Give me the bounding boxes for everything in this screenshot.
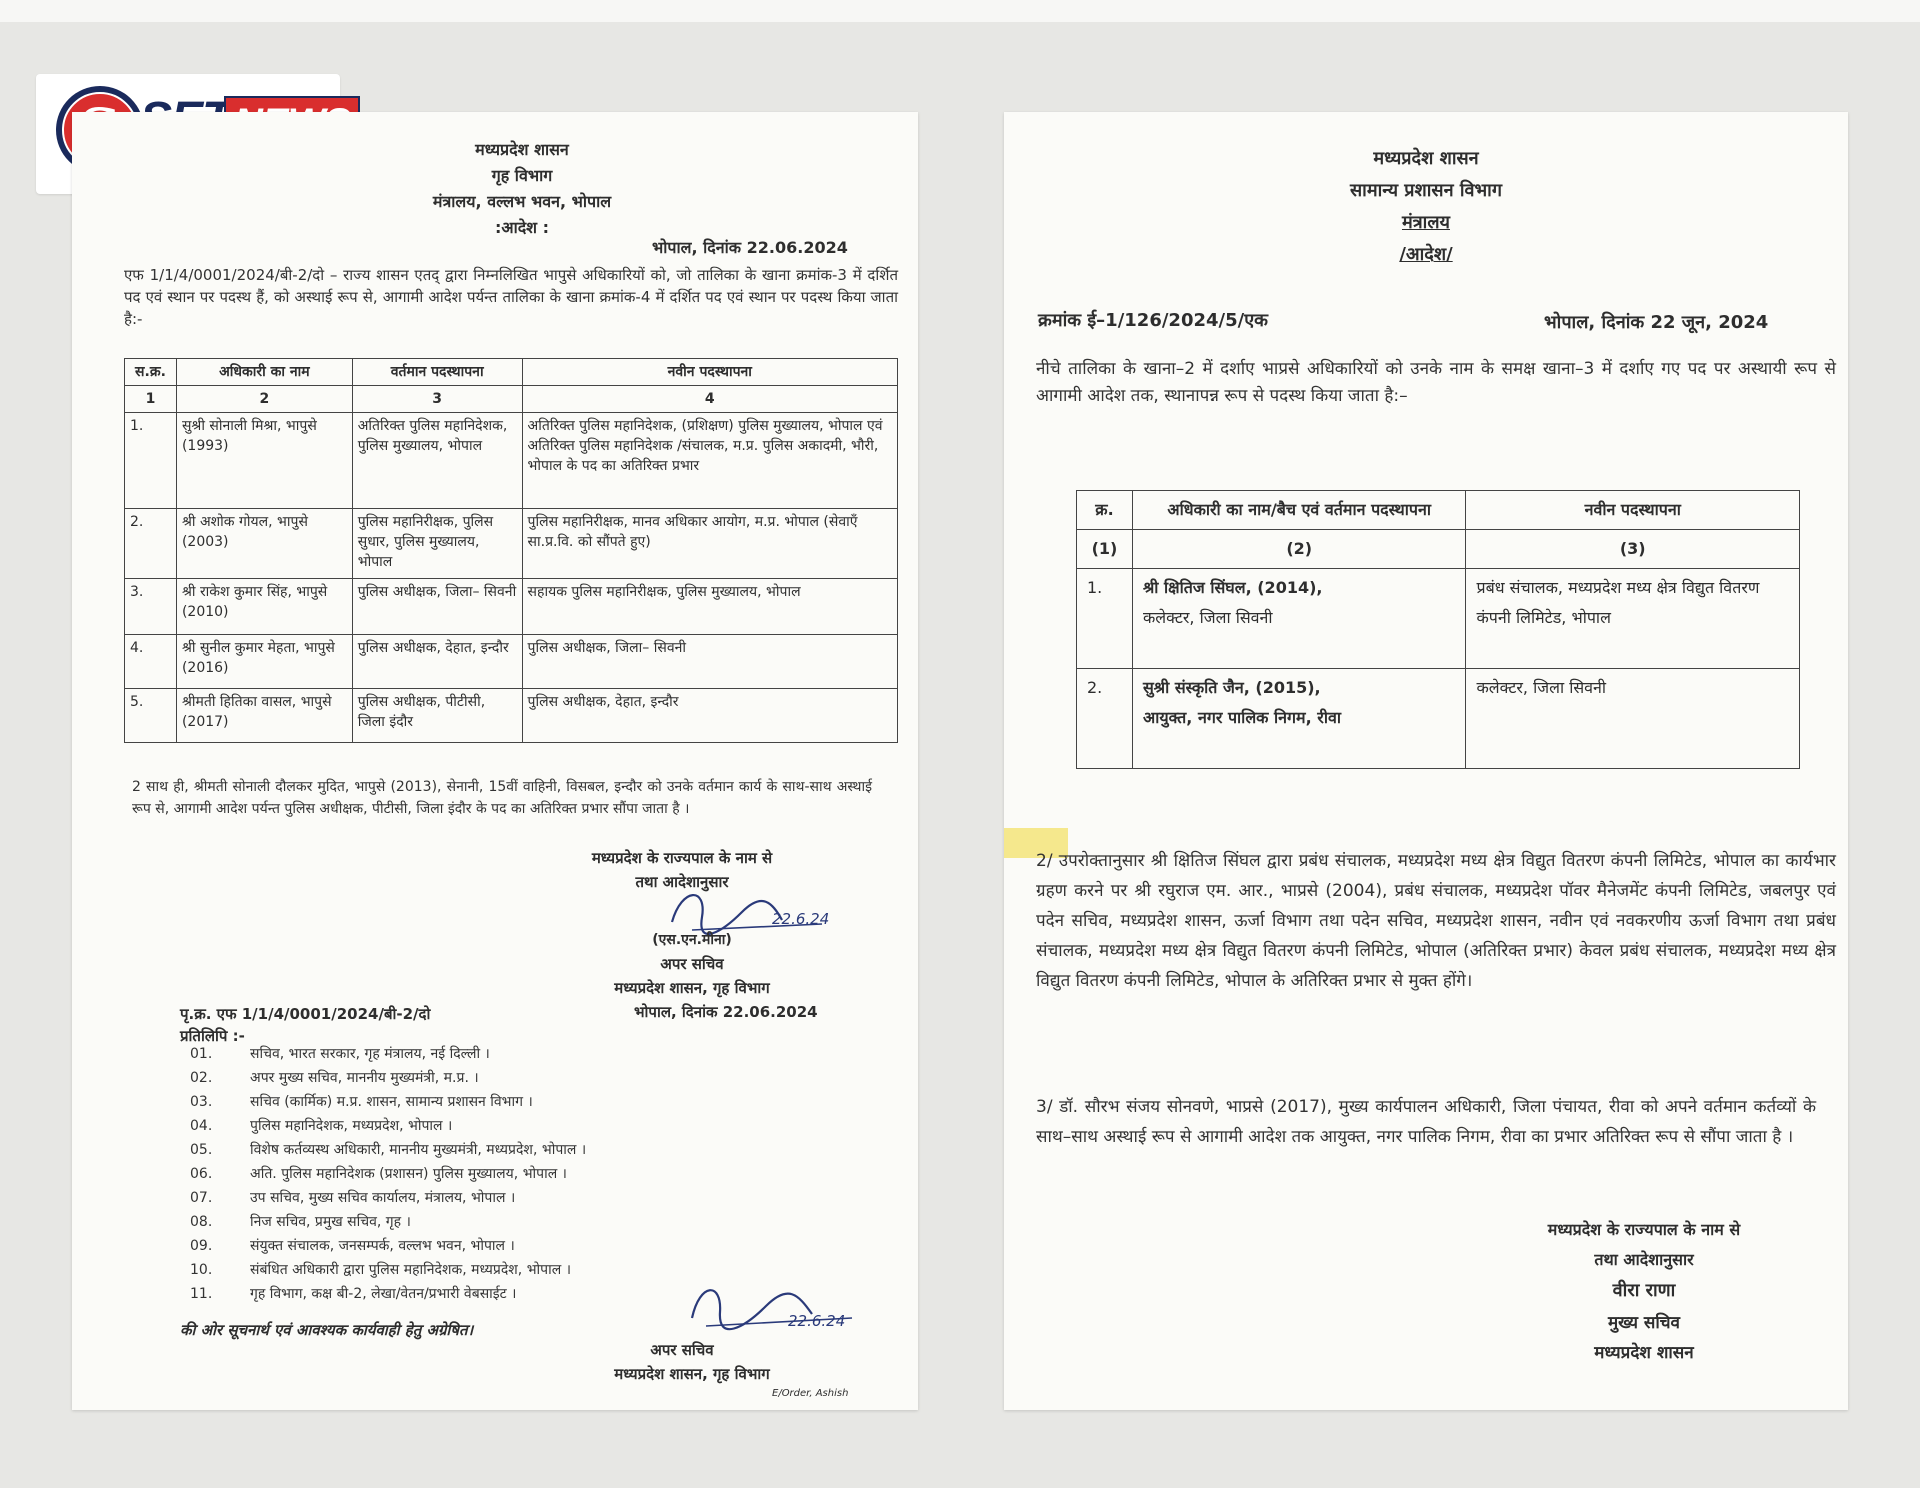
- row-officer-name: श्री राकेश कुमार सिंह, भापुसे (2010): [176, 579, 352, 635]
- row-officer-name: श्रीमती हितिका वासल, भापुसे (2017): [176, 689, 352, 743]
- left-copy-footer: की ओर सूचनार्थ एवं आवश्यक कार्यवाही हेतु अग्रेषित।: [180, 1321, 474, 1339]
- row-officer-name: श्री सुनील कुमार मेहता, भापुसे (2016): [176, 635, 352, 689]
- list-item: 07. उप सचिव, मुख्य सचिव कार्यालय, मंत्रालय, भोपाल ।: [190, 1190, 516, 1206]
- row-officer-name: सुश्री संस्कृति जैन, (2015),: [1142, 678, 1321, 697]
- col-header: नवीन पदस्थापना: [1466, 491, 1800, 530]
- table-row: [1077, 669, 1800, 769]
- col-header: क्र.: [1077, 491, 1133, 530]
- row-new-posting: प्रबंध संचालक, मध्यप्रदेश मध्य क्षेत्र विद्युत वितरण कंपनी लिमिटेड, भोपाल: [1466, 569, 1800, 669]
- row-officer: [1132, 569, 1466, 669]
- right-posting-table: [1076, 490, 1800, 769]
- row-current-posting: आयुक्त, नगर पालिक निगम, रीवा: [1142, 708, 1342, 727]
- table-header-row: [125, 359, 898, 386]
- table-row: [1077, 569, 1800, 669]
- row-current-posting: पुलिस महानिरीक्षक, पुलिस सुधार, पुलिस मुख्यालय, भोपाल: [352, 509, 522, 579]
- left-paragraph-2: 2 साथ ही, श्रीमती सोनाली दौलकर मुदित, भापुसे (2013), सेनानी, 15वीं वाहिनी, विसबल, इन्दौर को उनके वर्तमान कार्य के साथ-साथ अस्थाई रूप से, आगामी आदेश पर्यन्त पुलिस अधीक्षक, पीटीसी, जिला इंदौर के पद का अतिरिक्त प्रभार सौंपा जाता है ।: [132, 779, 872, 817]
- list-item: 05. विशेष कर्तव्यस्थ अधिकारी, माननीय मुख्यमंत्री, मध्यप्रदेश, भोपाल ।: [190, 1142, 587, 1158]
- left-sign-line-5: मध्यप्रदेश शासन, गृह विभाग: [614, 979, 770, 997]
- left-order-document: [72, 112, 918, 1410]
- left-copy-list: [190, 1042, 850, 1306]
- left-bottom-sign-line-1: अपर सचिव: [650, 1341, 714, 1359]
- right-paragraph-2: 2/ उपरोक्तानुसार श्री क्षितिज सिंघल द्वारा प्रबंध संचालक, मध्यप्रदेश मध्य क्षेत्र विद्युत वितरण कंपनी लिमिटेड, भोपाल का कार्यभार ग्रहण करने पर श्री रघुराज एम. आर., भाप्रसे (2004), प्रबंध संचालक, मध्यप्रदेश पॉवर मैनेजमेंट कंपनी लिमिटेड, जबलपुर एवं पदेन सचिव, मध्यप्रदेश शासन, ऊर्जा विभाग तथा पदेन सचिव, मध्यप्रदेश शासन, नवीन एवं नवकरणीय ऊर्जा विभाग तथा प्रबंध संचालक, मध्यप्रदेश मध्य क्षेत्र विद्युत वितरण कंपनी लिमिटेड, भोपाल (अतिरिक्त प्रभार) केवल प्रबंध संचालक, मध्यप्रदेश मध्य क्षेत्र विद्युत वितरण कंपनी लिमिटेड, भोपाल के अतिरिक्त प्रभार से मुक्त होंगे।: [1036, 851, 1836, 991]
- right-intro-paragraph: नीचे तालिका के खाना–2 में दर्शाए भाप्रसे अधिकारियों को उनके नाम के समक्ष खाना–3 में दर्शाए गए पद पर अस्थायी रूप से आगामी आदेश तक, स्थानापन्न रूप से पदस्थ किया जाता है:–: [1036, 359, 1836, 406]
- right-sign-line-1: मध्यप्रदेश के राज्यपाल के नाम से: [1547, 1220, 1741, 1239]
- list-item: 10. संबंधित अधिकारी द्वारा पुलिस महानिदेशक, मध्यप्रदेश, भोपाल ।: [190, 1262, 572, 1278]
- left-place-date: भोपाल, दिनांक 22.06.2024: [652, 238, 848, 257]
- row-officer: [1132, 669, 1466, 769]
- right-sign-line-2: तथा आदेशानुसार: [1594, 1250, 1694, 1269]
- left-header-line-1: मध्यप्रदेश शासन: [475, 140, 569, 159]
- right-sign-name: वीरा राणा: [1612, 1280, 1676, 1301]
- left-initials: E/Order, Ashish: [772, 1388, 849, 1399]
- list-item: 06. अति. पुलिस महानिदेशक (प्रशासन) पुलिस मुख्यालय, भोपाल ।: [190, 1166, 567, 1182]
- table-row: [125, 509, 898, 579]
- row-current-posting: पुलिस अधीक्षक, जिला– सिवनी: [352, 579, 522, 635]
- left-header-line-2: गृह विभाग: [491, 166, 553, 185]
- row-serial: 4.: [125, 635, 177, 689]
- right-order-document: [1004, 112, 1848, 1410]
- right-sign-department: मध्यप्रदेश शासन: [1594, 1343, 1694, 1363]
- left-bottom-sign-line-2: मध्यप्रदेश शासन, गृह विभाग: [614, 1365, 770, 1383]
- list-item: 02. अपर मुख्य सचिव, माननीय मुख्यमंत्री, म.प्र. ।: [190, 1070, 479, 1086]
- col-number: (2): [1132, 530, 1466, 569]
- col-header: अधिकारी का नाम: [176, 359, 352, 386]
- row-serial: 2.: [125, 509, 177, 579]
- table-number-row: [1077, 530, 1800, 569]
- right-order-number: क्रमांक ई–1/126/2024/5/एक: [1038, 310, 1268, 331]
- col-number: (1): [1077, 530, 1133, 569]
- row-serial: 3.: [125, 579, 177, 635]
- left-sign-line-2: तथा आदेशानुसार: [635, 873, 729, 891]
- top-band: [0, 0, 1920, 22]
- list-item: 09. संयुक्त संचालक, जनसम्पर्क, वल्लभ भवन, भोपाल ।: [190, 1238, 515, 1254]
- row-serial: 2.: [1077, 669, 1133, 769]
- left-endorse-number: पृ.क्र. एफ 1/1/4/0001/2024/बी-2/दो: [180, 1005, 431, 1023]
- list-item: 03. सचिव (कार्मिक) म.प्र. शासन, सामान्य प्रशासन विभाग ।: [190, 1094, 533, 1110]
- row-serial: 1.: [125, 413, 177, 509]
- left-header-title: :आदेश :: [494, 218, 550, 237]
- left-bottom-sign-date: 22.6.24: [788, 1312, 846, 1330]
- left-copy-label: प्रतिलिपि :-: [180, 1027, 245, 1045]
- col-number: 2: [176, 386, 352, 413]
- row-new-posting: अतिरिक्त पुलिस महानिदेशक, (प्रशिक्षण) पुलिस मुख्यालय, भोपाल एवं अतिरिक्त पुलिस महानिदेशक /संचालक, म.प्र. पुलिस अकादमी, भौरी, भोपाल के पद का अतिरिक्त प्रभार: [522, 413, 897, 509]
- right-header-line-2: सामान्य प्रशासन विभाग: [1350, 180, 1502, 201]
- right-header-line-1: मध्यप्रदेश शासन: [1373, 148, 1479, 169]
- right-header-title: /आदेश/: [1399, 244, 1453, 265]
- left-sign-line-4: अपर सचिव: [660, 955, 724, 973]
- row-current-posting: अतिरिक्त पुलिस महानिदेशक, पुलिस मुख्यालय, भोपाल: [352, 413, 522, 509]
- list-item: 04. पुलिस महानिदेशक, मध्यप्रदेश, भोपाल ।: [190, 1118, 453, 1134]
- col-number: 3: [352, 386, 522, 413]
- left-sign-line-3: (एस.एन.मीना): [652, 932, 732, 948]
- table-row: [125, 413, 898, 509]
- left-endorse-date: भोपाल, दिनांक 22.06.2024: [634, 1003, 818, 1021]
- row-new-posting: पुलिस अधीक्षक, देहात, इन्दौर: [522, 689, 897, 743]
- row-officer-name: श्री क्षितिज सिंघल, (2014),: [1142, 578, 1323, 597]
- list-item: 08. निज सचिव, प्रमुख सचिव, गृह ।: [190, 1214, 411, 1230]
- right-paragraph-3: 3/ डॉ. सौरभ संजय सोनवणे, भाप्रसे (2017), मुख्य कार्यपालन अधिकारी, जिला पंचायत, रीवा को अपने वर्तमान कर्तव्यों के साथ–साथ अस्थाई रूप से आगामी आदेश तक आयुक्त, नगर पालिक निगम, रीवा का प्रभार अतिरिक्त रूप से सौंपा जाता है ।: [1036, 1097, 1816, 1147]
- row-current-posting: पुलिस अधीक्षक, देहात, इन्दौर: [352, 635, 522, 689]
- left-posting-table: [124, 358, 898, 743]
- table-number-row: [125, 386, 898, 413]
- col-header: नवीन पदस्थापना: [522, 359, 897, 386]
- row-officer-name: श्री अशोक गोयल, भापुसे (2003): [176, 509, 352, 579]
- row-new-posting: पुलिस अधीक्षक, जिला– सिवनी: [522, 635, 897, 689]
- col-number: 4: [522, 386, 897, 413]
- row-officer-name: सुश्री सोनाली मिश्रा, भापुसे (1993): [176, 413, 352, 509]
- row-serial: 5.: [125, 689, 177, 743]
- table-row: [125, 689, 898, 743]
- left-sign-date: 22.6.24: [772, 910, 830, 928]
- table-header-row: [1077, 491, 1800, 530]
- left-sign-line-1: मध्यप्रदेश के राज्यपाल के नाम से: [591, 849, 773, 867]
- list-item: 01. सचिव, भारत सरकार, गृह मंत्रालय, नई दिल्ली ।: [190, 1046, 490, 1062]
- row-new-posting: कलेक्टर, जिला सिवनी: [1466, 669, 1800, 769]
- right-place-date: भोपाल, दिनांक 22 जून, 2024: [1544, 312, 1769, 333]
- row-new-posting: सहायक पुलिस महानिरीक्षक, पुलिस मुख्यालय, भोपाल: [522, 579, 897, 635]
- col-header: अधिकारी का नाम/बैच एवं वर्तमान पदस्थापना: [1132, 491, 1466, 530]
- col-header: वर्तमान पदस्थापना: [352, 359, 522, 386]
- left-header-line-3: मंत्रालय, वल्लभ भवन, भोपाल: [432, 192, 612, 211]
- row-serial: 1.: [1077, 569, 1133, 669]
- col-number: 1: [125, 386, 177, 413]
- left-intro-paragraph: एफ 1/1/4/0001/2024/बी-2/दो – राज्य शासन एतद् द्वारा निम्नलिखित भापुसे अधिकारियों को, जो तालिका के खाना क्रमांक-3 में दर्शित पद एवं स्थान पर पदस्थ हैं, को अस्थाई रूप से, आगामी आदेश पर्यन्त तालिका के खाना क्रमांक-4 में दर्शित पद एवं स्थान पर पदस्थ किया जाता है:-: [124, 266, 898, 328]
- right-header-line-3: मंत्रालय: [1401, 212, 1450, 233]
- list-item: 11. गृह विभाग, कक्ष बी-2, लेखा/वेतन/प्रभारी वेबसाईट ।: [190, 1286, 517, 1302]
- row-current-posting: पुलिस अधीक्षक, पीटीसी, जिला इंदौर: [352, 689, 522, 743]
- col-header: स.क्र.: [125, 359, 177, 386]
- row-current-posting: कलेक्टर, जिला सिवनी: [1142, 608, 1273, 627]
- col-number: (3): [1466, 530, 1800, 569]
- row-new-posting: पुलिस महानिरीक्षक, मानव अधिकार आयोग, म.प्र. भोपाल (सेवाएँ सा.प्र.वि. को सौंपते हुए): [522, 509, 897, 579]
- table-row: [125, 635, 898, 689]
- table-row: [125, 579, 898, 635]
- right-sign-designation: मुख्य सचिव: [1607, 1313, 1681, 1333]
